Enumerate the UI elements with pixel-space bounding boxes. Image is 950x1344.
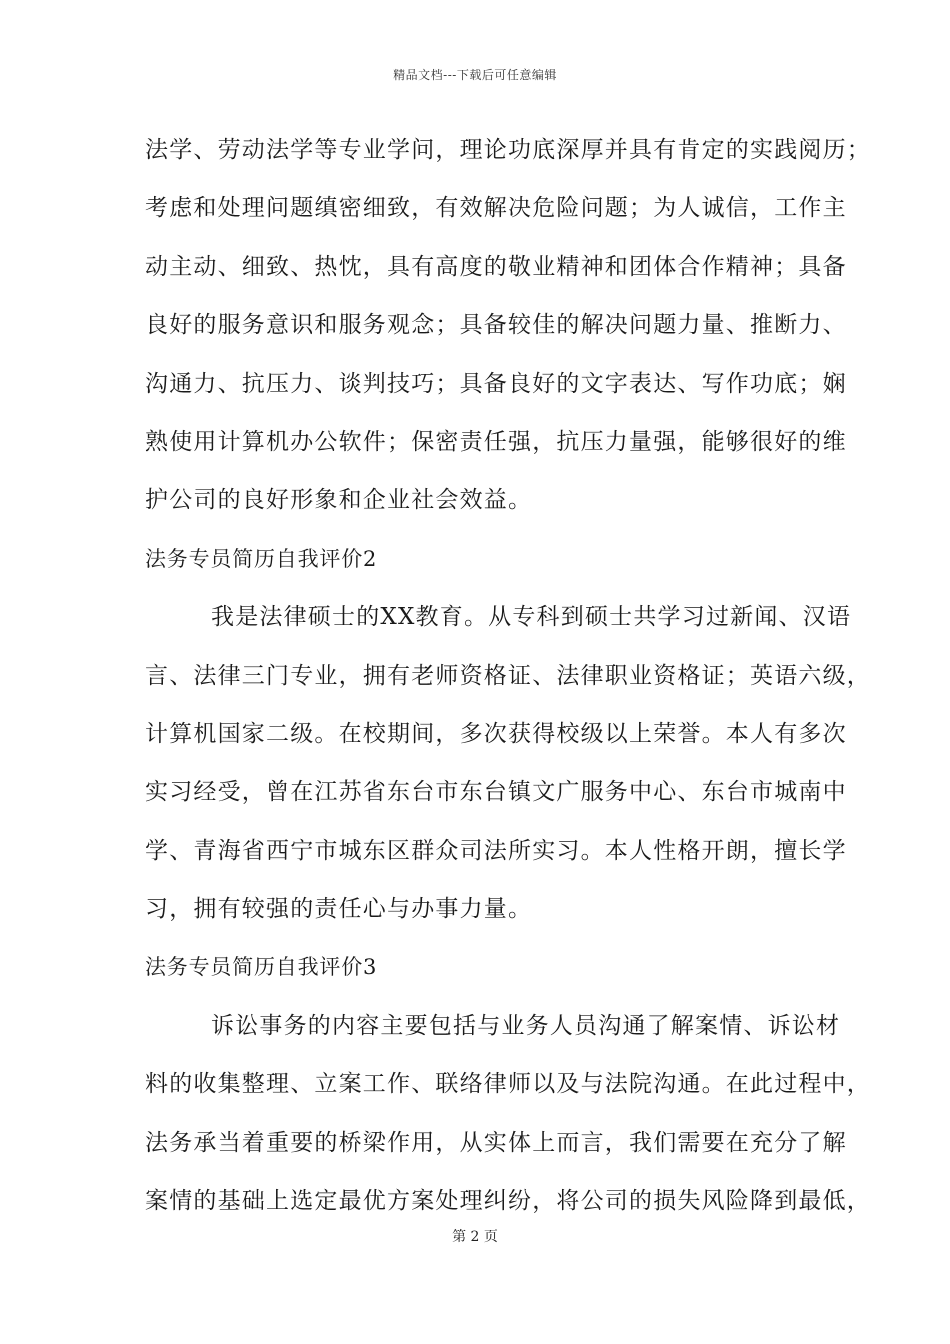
paragraph-line: 动主动、细致、热忱，具有高度的敬业精神和团体合作精神；具备 — [145, 253, 847, 280]
section-heading: 法务专员简历自我评价3 — [145, 955, 378, 980]
paragraph-line: 法学、劳动法学等专业学问，理论功底深厚并具有肯定的实践阅历； — [145, 137, 871, 163]
paragraph-line: 实习经受，曾在江苏省东台市东台镇文广服务中心、东台市城南中 — [145, 779, 847, 806]
paragraph-line: 习，拥有较强的责任心与办事力量。 — [145, 896, 533, 923]
paragraph-line: 护公司的良好形象和企业社会效益。 — [145, 487, 533, 514]
paragraph-line: 案情的基础上选定最优方案处理纠纷，将公司的损失风险降到最低， — [145, 1188, 871, 1215]
paragraph-line: 法务承当着重要的桥梁作用，从实体上而言，我们需要在充分了解 — [145, 1129, 847, 1156]
paragraph-line: 学、青海省西宁市城东区群众司法所实习。本人性格开朗，擅长学 — [145, 837, 847, 864]
paragraph-line: 熟使用计算机办公软件；保密责任强，抗压力量强，能够很好的维 — [145, 428, 847, 455]
paragraph-line: 考虑和处理问题缜密细致，有效解决危险问题；为人诚信，工作主 — [145, 195, 847, 222]
paragraph-line: 诉讼事务的内容主要包括与业务人员沟通了解案情、诉讼材 — [211, 1012, 841, 1039]
paragraph-line: 料的收集整理、立案工作、联络律师以及与法院沟通。在此过程中， — [145, 1071, 871, 1098]
page-header: 精品文档---下载后可任意编辑 — [393, 68, 557, 82]
paragraph-line: 良好的服务意识和服务观念；具备较佳的解决问题力量、推断力、 — [145, 312, 847, 339]
paragraph-line: 沟通力、抗压力、谈判技巧；具备良好的文字表达、写作功底；娴 — [145, 370, 847, 397]
paragraph-line: 言、法律三门专业，拥有老师资格证、法律职业资格证；英语六级， — [145, 662, 871, 689]
section-heading: 法务专员简历自我评价2 — [145, 546, 378, 571]
paragraph-line: 我是法律硕士的XX教育。从专科到硕士共学习过新闻、汉语 — [211, 604, 852, 631]
document-body — [145, 130, 871, 1239]
paragraph-line: 计算机国家二级。在校期间，多次获得校级以上荣誉。本人有多次 — [145, 720, 847, 747]
page-number: 第 2 页 — [452, 1229, 498, 1245]
